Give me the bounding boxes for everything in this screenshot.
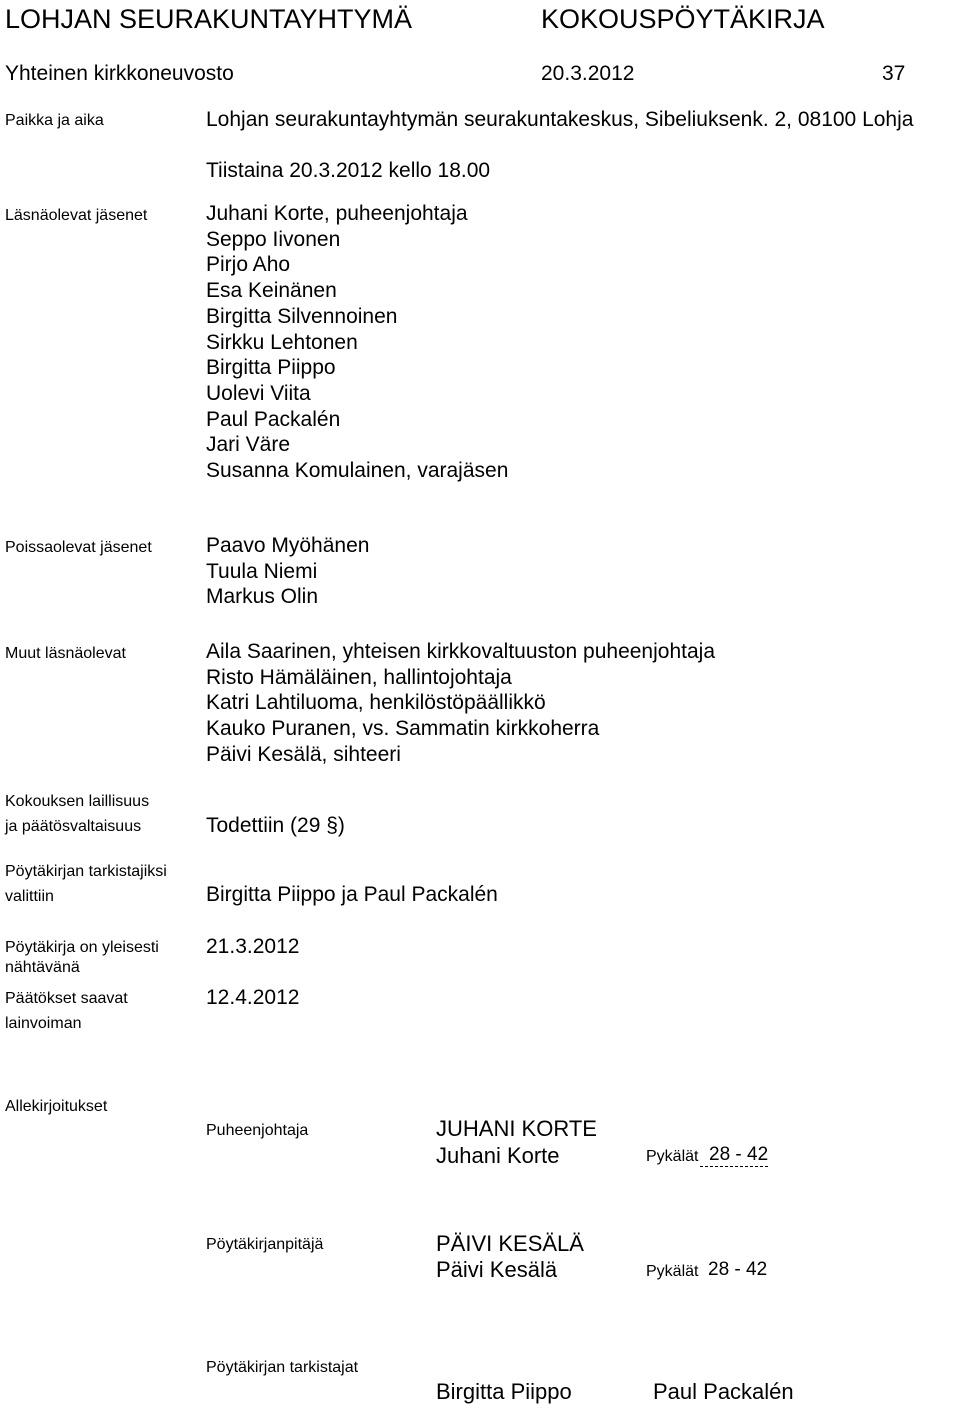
chair-name: JUHANI KORTE — [436, 1116, 597, 1141]
list-item: Seppo Iivonen — [206, 227, 341, 251]
list-item: Birgitta Piippo — [206, 356, 336, 380]
list-item: Risto Hämäläinen, hallintojohtaja — [206, 665, 512, 689]
list-item: Tuula Niemi — [206, 559, 318, 583]
absent-members-label: Poissaolevat jäsenet — [5, 539, 152, 556]
legal-force-label-line1: Päätökset saavat — [5, 990, 128, 1007]
legal-force-date: 12.4.2012 — [206, 986, 300, 1009]
inspectors-value: Birgitta Piippo ja Paul Packalén — [206, 883, 498, 906]
list-item: Päivi Kesälä, sihteeri — [206, 742, 401, 766]
others-present-label: Muut läsnäolevat — [5, 645, 126, 662]
secretary-sections-label: Pykälät — [646, 1263, 699, 1280]
inspector-1-name: Birgitta Piippo — [436, 1379, 572, 1404]
chair-sections-value — [700, 1145, 768, 1164]
inspectors-label-line1: Pöytäkirjan tarkistajiksi — [5, 863, 167, 880]
signatures-label: Allekirjoitukset — [5, 1098, 108, 1115]
meeting-place: Lohjan seurakuntayhtymän seurakuntakeskus, Sibeliuksenk. 2, 08100 Lohja — [206, 108, 914, 131]
absent-members-list — [206, 533, 369, 610]
present-members-list — [206, 201, 508, 484]
chair-signature: Juhani Korte — [436, 1143, 560, 1168]
list-item: Esa Keinänen — [206, 279, 337, 303]
meeting-time: Tiistaina 20.3.2012 kello 18.00 — [206, 159, 491, 182]
page-number: 37 — [882, 62, 906, 85]
present-members-label: Läsnäolevat jäsenet — [5, 207, 148, 224]
list-item: Susanna Komulainen, varajäsen — [206, 459, 509, 483]
public-view-label-line1: Pöytäkirja on yleisesti — [5, 939, 159, 956]
list-item: Juhani Korte, puheenjohtaja — [206, 202, 468, 225]
list-item: Paavo Myöhänen — [206, 534, 370, 557]
secretary-signature: Päivi Kesälä — [436, 1257, 558, 1282]
document-type: KOKOUSPÖYTÄKIRJA — [541, 4, 825, 34]
list-item: Aila Saarinen, yhteisen kirkkovaltuuston puheenjohtaja — [206, 640, 715, 663]
secretary-role: Pöytäkirjanpitäjä — [206, 1236, 324, 1253]
place-time-label: Paikka ja aika — [5, 112, 104, 129]
secretary-sections: 28 - 42 — [708, 1259, 768, 1280]
public-view-date: 21.3.2012 — [206, 935, 300, 958]
org-name: LOHJAN SEURAKUNTAYHTYMÄ — [5, 4, 413, 34]
list-item: Kauko Puranen, vs. Sammatin kirkkoherra — [206, 717, 600, 741]
list-item: Sirkku Lehtonen — [206, 330, 358, 354]
list-item: Paul Packalén — [206, 407, 341, 431]
others-present-list — [206, 639, 715, 768]
list-item: Markus Olin — [206, 585, 319, 609]
list-item: Birgitta Silvennoinen — [206, 304, 398, 328]
secretary-name: PÄIVI KESÄLÄ — [436, 1231, 584, 1256]
quorum-label-line1: Kokouksen laillisuus — [5, 793, 150, 810]
quorum-label-line2: ja päätösvaltaisuus — [5, 818, 142, 835]
chair-role: Puheenjohtaja — [206, 1122, 309, 1139]
list-item: Uolevi Viita — [206, 381, 311, 405]
legal-force-label-line2: lainvoiman — [5, 1015, 82, 1032]
quorum-value: Todettiin (29 §) — [206, 814, 345, 837]
list-item: Pirjo Aho — [206, 253, 291, 277]
inspectors-role: Pöytäkirjan tarkistajat — [206, 1359, 359, 1376]
list-item: Jari Väre — [206, 433, 291, 457]
inspector-2-name: Paul Packalén — [653, 1379, 794, 1404]
chair-sections-label: Pykälät — [646, 1148, 699, 1165]
chair-sections: 28 - 42 — [700, 1144, 768, 1167]
public-view-label-line2: nähtävänä — [5, 959, 80, 976]
inspectors-label-line2: valittiin — [5, 888, 54, 905]
meeting-date: 20.3.2012 — [541, 62, 635, 85]
meeting-body: Yhteinen kirkkoneuvosto — [5, 62, 234, 85]
list-item: Katri Lahtiluoma, henkilöstöpäällikkö — [206, 691, 546, 715]
